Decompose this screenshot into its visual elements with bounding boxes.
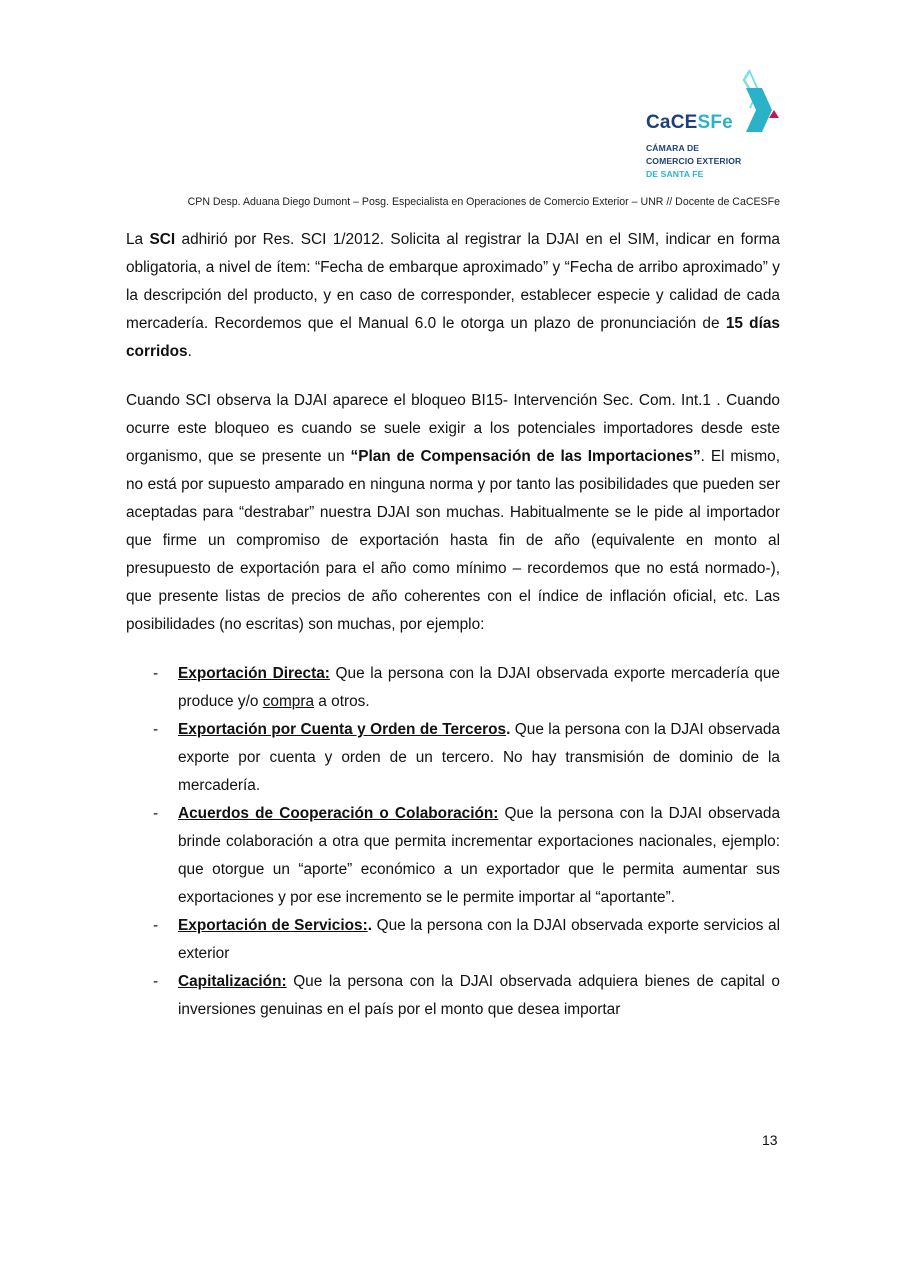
cacesfe-logo	[644, 68, 794, 186]
logo-line-3: DE SANTA FE	[646, 169, 704, 179]
options-list	[126, 660, 780, 1024]
logo-wordmark	[646, 112, 733, 134]
list-text: Que la persona con la DJAI observada exporte por cuenta y orden de un tercero. No hay transmisión de dominio de la mercadería.	[178, 721, 780, 794]
paragraph-text: . El mismo, no está por supuesto amparado en ninguna norma y por tanto las posibilidades que pueden ser aceptadas para “destrabar” nuestra DJAI son muchas. Habitualmente se le pide al importador que firme un compromiso de exportación hasta fin de año (equivalente en monto al presupuesto de exportación para el año como mínimo – recordemos que no está normado-), que presente listas de precios de año coherentes con el índice de inflación oficial, etc. Las posibilidades (no escritas) son muchas, por ejemplo:	[126, 448, 780, 633]
list-term: Exportación por Cuenta y Orden de Terceros	[178, 721, 507, 738]
list-dash: -	[153, 665, 159, 682]
author-header-note: CPN Desp. Aduana Diego Dumont – Posg. Especialista en Operaciones de Comercio Exterior – UNR // Docente de CaCESFe	[187, 196, 780, 208]
list-text: Que la persona con la DJAI observada exporte servicios al exterior	[178, 917, 780, 962]
list-text: a otros.	[314, 693, 370, 710]
bold-sci: SCI	[149, 231, 176, 248]
list-term: Exportación Directa:	[178, 665, 330, 682]
list-text: Que la persona con la DJAI observada adquiera bienes de capital o inversiones genuinas en el país por el monto que desea importar	[178, 973, 780, 1018]
list-item	[126, 716, 780, 800]
bold-plan-compensacion: “Plan de Compensación de las Importaciones”	[350, 448, 701, 465]
bold-15-dias: 15 días corridos	[126, 315, 780, 360]
page-number: 13	[762, 1132, 778, 1148]
chevron-logo-icon	[740, 68, 780, 138]
logo-name-main: CaCE	[646, 112, 698, 133]
list-item	[126, 912, 780, 968]
paragraph-text: La	[126, 231, 150, 248]
list-term-punctuation: .	[367, 917, 372, 934]
paragraph-bloqueo	[126, 387, 780, 639]
underlined-word: compra	[262, 693, 315, 710]
list-item	[126, 660, 780, 716]
list-term: Capitalización:	[178, 973, 287, 990]
paragraph-text: adhirió por Res. SCI 1/2012. Solicita al registrar la DJAI en el SIM, indicar en forma obligatoria, a nivel de ítem: “Fecha de embarque aproximado” y “Fecha de arribo aproximado” y la descripción del producto, y en caso de corresponder, establecer especie y calidad de cada mercadería. Recordemos que el Manual 6.0 le otorga un plazo de pronunciación de	[126, 231, 780, 332]
list-dash: -	[153, 917, 159, 934]
list-term: Exportación de Servicios:	[178, 917, 368, 934]
list-term: Acuerdos de Cooperación o Colaboración:	[178, 805, 499, 822]
list-dash: -	[153, 973, 159, 990]
list-dash: -	[153, 721, 159, 738]
list-term-punctuation: .	[506, 721, 511, 738]
list-text: Que la persona con la DJAI observada brinde colaboración a otra que permita incrementar exportaciones nacionales, ejemplo: que otorgue un “aporte” económico a un exportador que le permita aumentar sus exportaciones y por ese incremento se le permite importar al “aportante”.	[178, 805, 781, 906]
list-text: Que la persona con la DJAI observada exporte mercadería que produce y/o	[178, 665, 780, 710]
paragraph-text: Cuando SCI observa la DJAI aparece el bloqueo BI15- Intervención Sec. Com. Int.1 . Cuando ocurre este bloqueo es cuando se suele exigir a los potenciales importadores desde este organismo, que se presente un	[126, 392, 780, 465]
paragraph-sci-requirements	[126, 226, 780, 366]
logo-name-accent: SFe	[697, 112, 733, 133]
list-dash: -	[153, 805, 159, 822]
list-item	[126, 800, 780, 912]
logo-line-2: COMERCIO EXTERIOR	[646, 156, 742, 166]
document-body	[126, 226, 780, 1024]
paragraph-text: .	[187, 343, 192, 360]
logo-line-1: CÁMARA DE	[646, 143, 700, 153]
list-item	[126, 968, 780, 1024]
